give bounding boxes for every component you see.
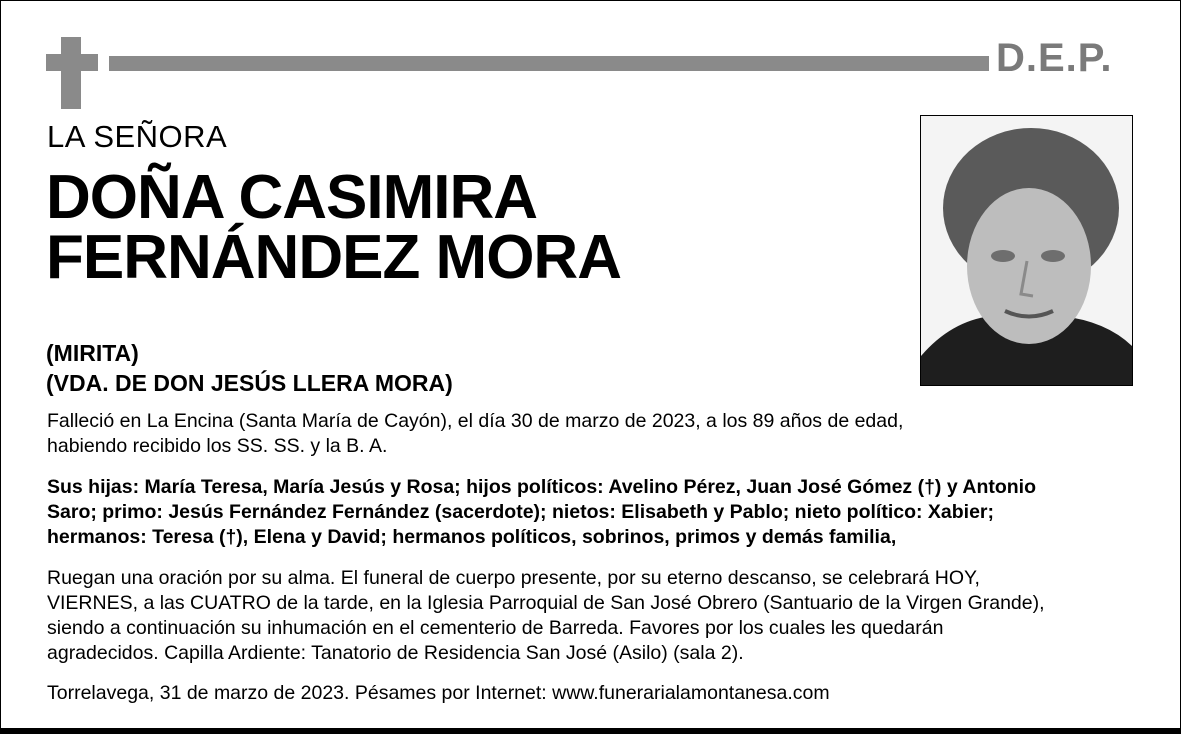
funeral-line-2: VIERNES, a las CUATRO de la tarde, en la Iglesia Parroquial de San José Obrero (Santuario de la Virgen Grande), [47,592,1045,614]
name-line-1: DOÑA CASIMIRA [46,163,538,232]
deceased-name [46,163,621,292]
passing-line-1: Falleció en La Encina (Santa María de Cayón), el día 30 de marzo de 2023, a los 89 años de edad, [47,410,904,432]
family-line-3: hermanos: Teresa (†), Elena y David; hermanos políticos, sobrinos, primos y demás familia, [47,526,897,548]
funeral-paragraph [47,566,1157,666]
family-paragraph [47,475,1157,550]
footer-line: Torrelavega, 31 de marzo de 2023. Pésames por Internet: www.funerarialamontanesa.com [47,682,830,704]
passing-paragraph [47,409,1007,459]
portrait-photo [920,115,1133,386]
intro-title: LA SEÑORA [47,119,228,154]
name-line-2: FERNÁNDEZ MORA [46,223,621,292]
cross-icon-horizontal [46,54,98,71]
family-line-2: Saro; primo: Jesús Fernández Fernández (sacerdote); nietos: Elisabeth y Pablo; nieto político: Xabier; [47,501,995,523]
header-rule [109,56,989,71]
funeral-line-4: agradecidos. Capilla Ardiente: Tanatorio de Residencia San José (Asilo) (sala 2). [47,642,744,664]
portrait-icon [921,116,1132,385]
cross-icon-vertical [61,37,81,109]
funeral-line-3: siendo a continuación su inhumación en el cementerio de Barreda. Favores por los cuales les quedarán [47,617,944,639]
alias-block [46,338,453,398]
nickname: (MIRITA) [46,340,139,366]
funeral-line-1: Ruegan una oración por su alma. El funeral de cuerpo presente, por su eterno descanso, se celebrará HOY, [47,567,980,589]
family-line-1: Sus hijas: María Teresa, María Jesús y Rosa; hijos políticos: Avelino Pérez, Juan José Gómez (†) y Antonio [47,476,1037,498]
widow-of: (VDA. DE DON JESÚS LLERA MORA) [46,370,453,396]
dep-heading: D.E.P. [996,36,1113,80]
passing-line-2: habiendo recibido los SS. SS. y la B. A. [47,435,388,457]
